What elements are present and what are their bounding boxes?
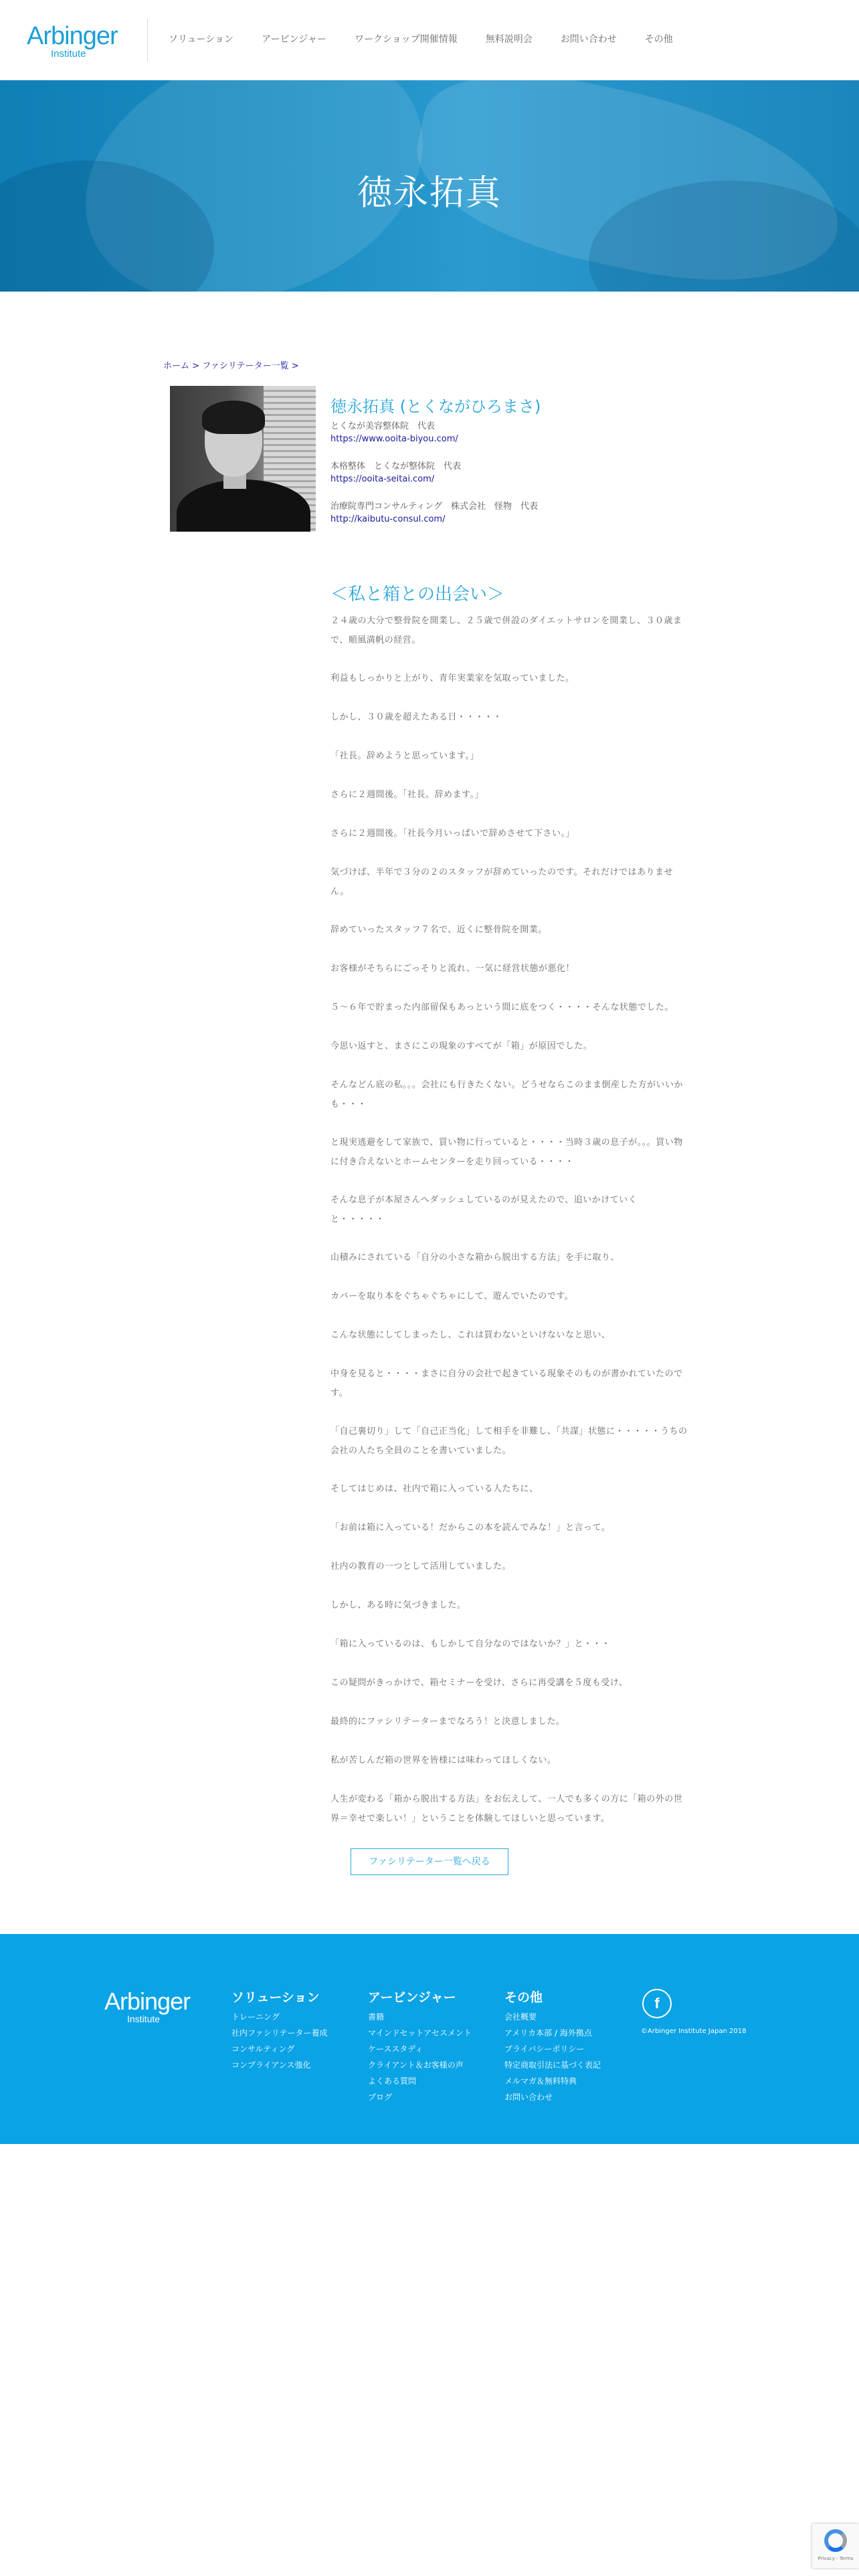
footer-link[interactable]: プライバシーポリシー: [504, 2044, 585, 2054]
story-paragraph: 辞めていったスタッフ７名で、近くに整骨院を開業。: [330, 925, 547, 935]
breadcrumb-facilitator-list[interactable]: ファシリテーター一覧: [202, 361, 289, 371]
nav-item-other[interactable]: その他: [644, 34, 673, 45]
footer-column-title[interactable]: ソリューション: [231, 1990, 320, 2005]
story-paragraph: ２４歳の大分で整骨院を開業し、２５歳で併設のダイエットサロンを開業し、３０歳まで、順風満帆の経営。: [330, 616, 682, 645]
footer-link[interactable]: 会社概要: [504, 2012, 537, 2022]
story-paragraph: さらに２週間後。「社長。辞めます。」: [330, 790, 484, 800]
nav-item-contact[interactable]: お問い合わせ: [560, 34, 617, 45]
story-paragraph: そんなどん底の私。。。会社にも行きたくない。どうせならこのまま倒産した方がいいかも・・・: [330, 1080, 684, 1109]
footer-link[interactable]: 社内ファシリテーター養成: [231, 2028, 328, 2038]
footer-link[interactable]: メルマガ＆無料特典: [504, 2076, 577, 2086]
footer-link[interactable]: アメリカ本部 / 海外拠点: [504, 2028, 592, 2038]
footer-link[interactable]: トレーニング: [231, 2012, 280, 2022]
recaptcha-text[interactable]: Privacy - Terms: [818, 2556, 854, 2561]
story-paragraph: しかし、３０歳を超えたある日・・・・・: [330, 712, 502, 722]
breadcrumb-separator: >: [189, 361, 203, 371]
header-divider: [147, 19, 148, 62]
nav-item-solutions[interactable]: ソリューション: [169, 34, 234, 45]
story-paragraph: 山積みにされている「自分の小さな箱から脱出する方法」を手に取り、: [330, 1253, 620, 1263]
story-paragraph: お客様がそちらにごっそりと流れ、一気に経営状態が悪化！: [330, 964, 575, 974]
story-paragraph: 私が苦しんだ箱の世界を皆様には味わってほしくない。: [330, 1755, 557, 1765]
website-link-1[interactable]: https://www.ooita-biyou.com/: [330, 434, 458, 444]
organization-2: 本格整体 とくなが整体院 代表: [330, 461, 462, 471]
footer-column-solutions: [231, 1989, 328, 2073]
footer-link[interactable]: よくある質問: [368, 2076, 417, 2086]
footer-link[interactable]: コンサルティング: [231, 2044, 295, 2054]
footer-link[interactable]: お問い合わせ: [504, 2092, 553, 2102]
footer-logo[interactable]: [104, 1989, 211, 2024]
main-nav: [169, 32, 701, 47]
profile-photo: [170, 386, 316, 532]
logo-main-text: Arbinger: [27, 22, 118, 50]
story-paragraph: 今思い返すと、まさにこの現象のすべてが「箱」が原因でした。: [330, 1041, 593, 1051]
story-paragraph: さらに２週間後。「社長今月いっぱいで辞めさせて下さい。」: [330, 829, 575, 839]
footer-link[interactable]: ケーススタディ: [368, 2044, 423, 2054]
footer-link[interactable]: クライアント＆お客様の声: [368, 2060, 464, 2070]
hero-banner: [0, 80, 859, 292]
footer-link[interactable]: ブログ: [368, 2092, 393, 2102]
site-header: [0, 0, 859, 80]
nav-item-workshops[interactable]: ワークショップ開催情報: [354, 34, 458, 45]
story-paragraph: 「お前は箱に入っている！だからこの本を読んでみな！」と言って。: [330, 1523, 611, 1533]
arbinger-logo[interactable]: [27, 23, 140, 58]
story-paragraph: この疑問がきっかけで、箱セミナーを受け、さらに再受講を５度も受け、: [330, 1678, 628, 1688]
story-heading: ＜私と箱との出会い＞: [330, 584, 505, 605]
copyright-text: ©Arbinger Institute Japan 2018: [641, 2028, 747, 2035]
breadcrumb-home[interactable]: ホーム: [163, 361, 190, 371]
story-paragraph: こんな状態にしてしまったし、これは買わないといけないなと思い、: [330, 1330, 611, 1340]
website-link-2[interactable]: https://ooita-seitai.com/: [330, 474, 435, 484]
story-paragraph: 気づけば、半年で３分の２のスタッフが辞めていったのです。それだけではありません。: [330, 867, 673, 897]
facebook-icon[interactable]: f: [642, 1989, 672, 2018]
page-title: 徳永拓真: [357, 173, 502, 213]
logo-sub-text: Institute: [51, 48, 86, 60]
footer-column-title[interactable]: アービンジャー: [368, 1990, 456, 2005]
nav-item-arbinger[interactable]: アービンジャー: [262, 34, 326, 45]
story-paragraph: 中身を見ると・・・・まさに自分の会社で起きている現象そのものが書かれていたのです。: [330, 1369, 683, 1398]
story-paragraph: しかし、ある時に気づきました。: [330, 1600, 466, 1610]
nav-item-free-seminar[interactable]: 無料説明会: [485, 34, 533, 45]
footer-column-other: [504, 1989, 601, 2105]
story-paragraph: 「自己裏切り」して「自己正当化」して相手を非難し、「共謀」状態に・・・・・うちの会社の人たち全員のことを書いていました。: [330, 1426, 688, 1456]
facilitator-name: 徳永拓真 (とくながひろまさ): [330, 397, 541, 416]
footer-link[interactable]: 書籍: [368, 2012, 385, 2022]
footer-logo-sub: Institute: [127, 2014, 161, 2024]
breadcrumb-separator: >: [288, 361, 299, 371]
story-paragraph: 社内の教育の一つとして活用していました。: [330, 1562, 512, 1572]
story-paragraph: 利益もしっかりと上がり、青年実業家を気取っていました。: [330, 673, 575, 683]
recaptcha-icon: [824, 2529, 847, 2552]
organization-1: とくなが美容整体院 代表: [330, 421, 436, 431]
footer-column-arbinger: [368, 1989, 472, 2105]
footer-column-title[interactable]: その他: [504, 1990, 543, 2005]
website-link-3[interactable]: http://kaibutu-consul.com/: [330, 514, 446, 524]
story-paragraph: そんな息子が本屋さんへダッシュしているのが見えたので、追いかけていくと・・・・・: [330, 1195, 638, 1224]
back-to-facilitator-list-button[interactable]: ファシリテーター一覧へ戻る: [351, 1848, 508, 1875]
story-paragraph: カバーを取り本をぐちゃぐちゃにして、遊んでいたのです。: [330, 1291, 574, 1301]
story-paragraph: 最終的にファシリテーターまでなろう！と決意しました。: [330, 1717, 565, 1727]
story-paragraph: そしてはじめは、社内で箱に入っている人たちに、: [330, 1484, 539, 1494]
footer-link[interactable]: コンプライアンス強化: [231, 2060, 311, 2070]
site-footer: [0, 1934, 859, 2144]
story-paragraph: 「社長。辞めようと思っています。」: [330, 751, 479, 761]
recaptcha-badge[interactable]: [812, 2524, 859, 2568]
footer-link[interactable]: 特定商取引法に基づく表記: [504, 2060, 601, 2070]
story-paragraph: 「箱に入っているのは、もしかして自分なのではないか？」と・・・: [330, 1639, 611, 1649]
organization-3: 治療院専門コンサルティング 株式会社 怪物 代表: [330, 502, 539, 512]
story-paragraph: 人生が変わる「箱から脱出する方法」をお伝えして、一人でも多くの方に「箱の外の世界＝幸せで楽しい！」ということを体験してほしいと思っています。: [330, 1794, 683, 1824]
breadcrumb: [163, 358, 299, 371]
footer-logo-main: Arbinger: [104, 1988, 191, 2015]
footer-link[interactable]: マインドセットアセスメント: [368, 2028, 472, 2038]
story-paragraph: と現実逃避をして家族で、買い物に行っていると・・・・当時３歳の息子が。。。買い物に付き合えないとホームセンターを走り回っている・・・・: [330, 1138, 683, 1167]
story-paragraph: ５〜６年で貯まった内部留保もあっという間に底をつく・・・・そんな状態でした。: [330, 1002, 674, 1012]
